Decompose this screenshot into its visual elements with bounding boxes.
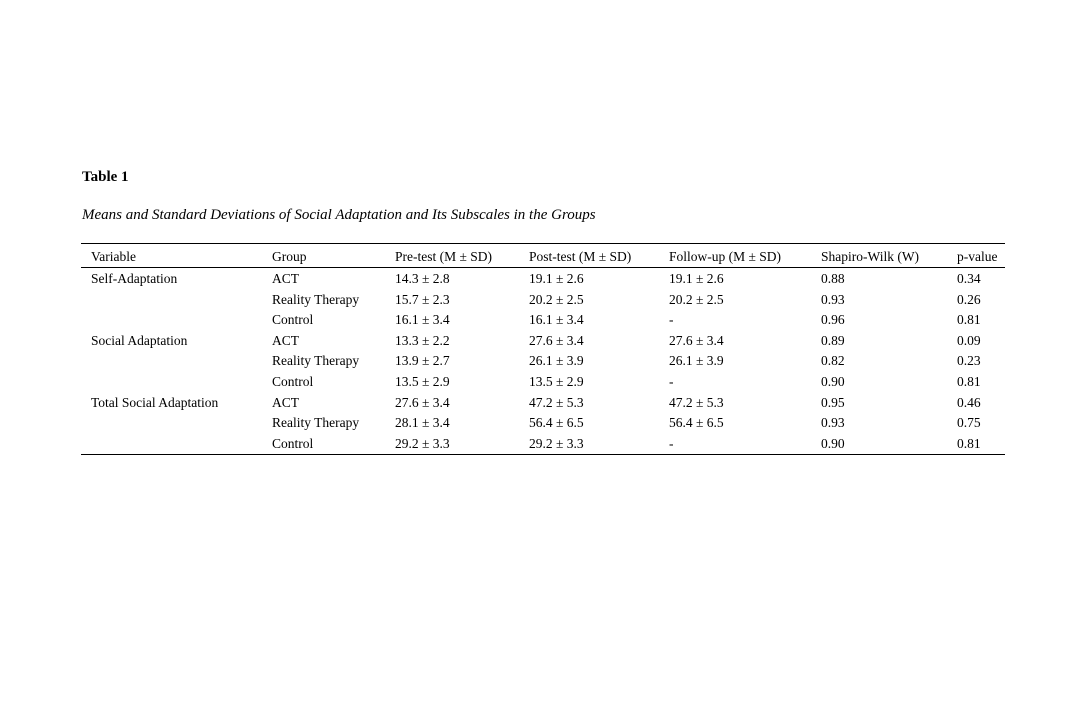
cell-shapiro-wilk: 0.96 bbox=[821, 312, 845, 328]
cell-follow-up: 20.2 ± 2.5 bbox=[669, 291, 724, 307]
cell-variable bbox=[81, 290, 272, 311]
cell-post-test: 13.5 ± 2.9 bbox=[529, 373, 584, 389]
table-row bbox=[81, 290, 1005, 311]
cell-p-value: 0.81 bbox=[957, 312, 981, 328]
cell-group: Reality Therapy bbox=[272, 291, 360, 307]
cell-p-value: 0.81 bbox=[957, 435, 981, 451]
cell-variable bbox=[81, 413, 272, 434]
cell-follow-up: 26.1 ± 3.9 bbox=[669, 353, 724, 369]
cell-p-value: 0.09 bbox=[957, 332, 981, 348]
column-header-group: Group bbox=[272, 244, 395, 268]
cell-variable bbox=[81, 351, 272, 372]
table-row bbox=[81, 434, 1005, 455]
cell-variable bbox=[81, 372, 272, 393]
cell-follow-up: 47.2 ± 5.3 bbox=[669, 394, 724, 410]
cell-group: ACT bbox=[272, 332, 299, 348]
cell-post-test: 27.6 ± 3.4 bbox=[529, 332, 584, 348]
cell-shapiro-wilk: 0.93 bbox=[821, 291, 845, 307]
table-row bbox=[81, 372, 1005, 393]
cell-p-value: 0.26 bbox=[957, 291, 981, 307]
cell-post-test: 29.2 ± 3.3 bbox=[529, 435, 584, 451]
cell-post-test: 26.1 ± 3.9 bbox=[529, 353, 584, 369]
header-row bbox=[81, 244, 1005, 268]
table-container bbox=[81, 243, 1005, 455]
cell-pre-test: 13.3 ± 2.2 bbox=[395, 332, 450, 348]
cell-follow-up: 19.1 ± 2.6 bbox=[669, 271, 724, 286]
cell-group: Reality Therapy bbox=[272, 415, 360, 431]
cell-pre-test: 29.2 ± 3.3 bbox=[395, 435, 450, 451]
cell-variable: Total Social Adaptation bbox=[91, 394, 219, 410]
cell-follow-up: - bbox=[669, 373, 674, 389]
cell-group: Control bbox=[272, 435, 314, 451]
cell-post-test: 47.2 ± 5.3 bbox=[529, 394, 584, 410]
cell-follow-up: - bbox=[669, 312, 674, 328]
table-body bbox=[81, 268, 1005, 455]
cell-p-value: 0.75 bbox=[957, 415, 981, 431]
column-header-post-test: Post-test (M ± SD) bbox=[529, 244, 669, 268]
cell-post-test: 19.1 ± 2.6 bbox=[529, 271, 584, 286]
cell-group: Reality Therapy bbox=[272, 353, 360, 369]
cell-shapiro-wilk: 0.93 bbox=[821, 415, 845, 431]
cell-p-value: 0.23 bbox=[957, 353, 981, 369]
cell-p-value: 0.81 bbox=[957, 373, 981, 389]
column-header-p-value: p-value bbox=[957, 244, 1005, 268]
cell-group: Control bbox=[272, 373, 314, 389]
column-header-follow-up: Follow-up (M ± SD) bbox=[669, 244, 821, 268]
cell-pre-test: 14.3 ± 2.8 bbox=[395, 271, 450, 286]
column-header-variable: Variable bbox=[81, 244, 272, 268]
cell-shapiro-wilk: 0.89 bbox=[821, 332, 845, 348]
column-header-pre-test: Pre-test (M ± SD) bbox=[395, 244, 529, 268]
cell-group: ACT bbox=[272, 271, 299, 286]
cell-pre-test: 15.7 ± 2.3 bbox=[395, 291, 450, 307]
cell-variable: Self-Adaptation bbox=[91, 271, 178, 286]
cell-post-test: 16.1 ± 3.4 bbox=[529, 312, 584, 328]
table-caption: Means and Standard Deviations of Social Adaptation and Its Subscales in the Groups bbox=[82, 207, 596, 223]
cell-pre-test: 13.5 ± 2.9 bbox=[395, 373, 450, 389]
cell-pre-test: 27.6 ± 3.4 bbox=[395, 394, 450, 410]
cell-follow-up: - bbox=[669, 435, 674, 451]
cell-pre-test: 16.1 ± 3.4 bbox=[395, 312, 450, 328]
cell-variable bbox=[81, 310, 272, 331]
cell-p-value: 0.34 bbox=[957, 271, 981, 286]
cell-shapiro-wilk: 0.88 bbox=[821, 271, 845, 286]
cell-variable bbox=[81, 434, 272, 455]
cell-group: Control bbox=[272, 312, 314, 328]
table-number-label: Table 1 bbox=[82, 169, 129, 185]
column-header-shapiro-wilk: Shapiro-Wilk (W) bbox=[821, 244, 957, 268]
cell-pre-test: 13.9 ± 2.7 bbox=[395, 353, 450, 369]
table-row bbox=[81, 393, 1005, 414]
cell-shapiro-wilk: 0.90 bbox=[821, 373, 845, 389]
table-row bbox=[81, 268, 1005, 290]
table-row bbox=[81, 351, 1005, 372]
table-row bbox=[81, 331, 1005, 352]
cell-post-test: 20.2 ± 2.5 bbox=[529, 291, 584, 307]
cell-post-test: 56.4 ± 6.5 bbox=[529, 415, 584, 431]
table-row bbox=[81, 310, 1005, 331]
cell-variable: Social Adaptation bbox=[91, 332, 188, 348]
table-row bbox=[81, 413, 1005, 434]
cell-shapiro-wilk: 0.82 bbox=[821, 353, 845, 369]
table-header bbox=[81, 244, 1005, 268]
statistics-table bbox=[81, 243, 1005, 455]
cell-pre-test: 28.1 ± 3.4 bbox=[395, 415, 450, 431]
cell-group: ACT bbox=[272, 394, 299, 410]
cell-p-value: 0.46 bbox=[957, 394, 981, 410]
cell-shapiro-wilk: 0.90 bbox=[821, 435, 845, 451]
cell-follow-up: 56.4 ± 6.5 bbox=[669, 415, 724, 431]
cell-follow-up: 27.6 ± 3.4 bbox=[669, 332, 724, 348]
cell-shapiro-wilk: 0.95 bbox=[821, 394, 845, 410]
